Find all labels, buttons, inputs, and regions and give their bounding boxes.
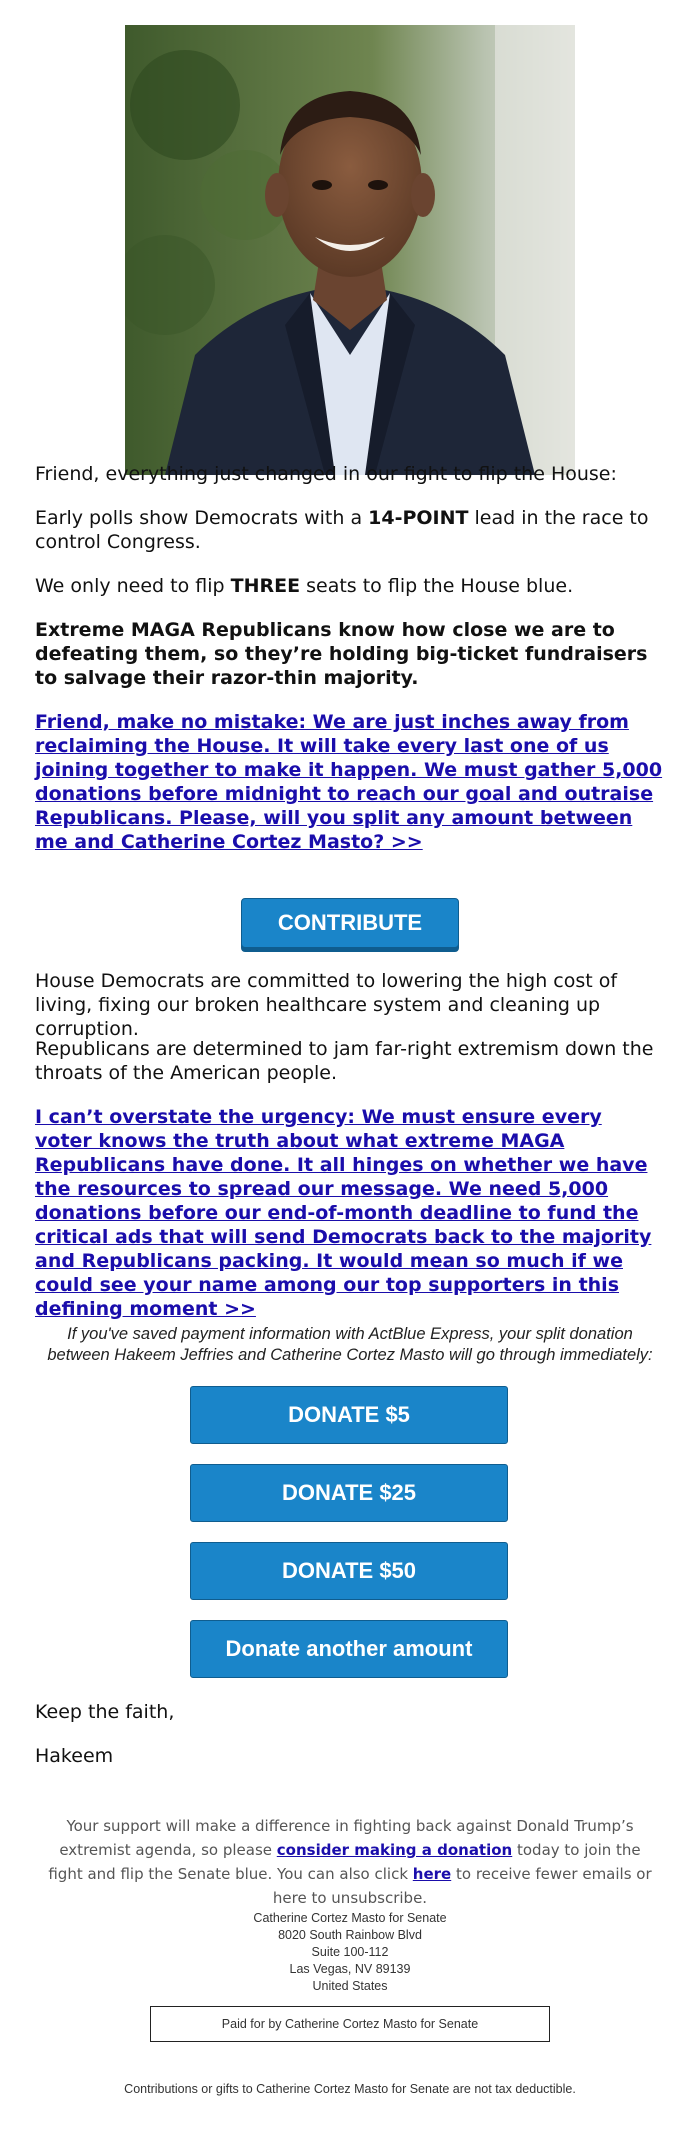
- donate-other-amount-button[interactable]: Donate another amount: [190, 1620, 508, 1678]
- determined-text: Republicans are determined to jam far-right extremism down the throats of the American people.: [35, 1038, 654, 1084]
- donation-appeal-link[interactable]: Friend, make no mistake: We are just inches away from reclaiming the House. It will take every last one of us joining together to make it happen. We must gather 5,000 donations before midnight to reach our goal and outraise Republicans. Please, will you split any amount between me and Catherine Cortez Masto? >>: [35, 711, 663, 853]
- portrait-photo: [125, 25, 575, 475]
- footer-text: Your support will make a difference in fighting back against Donald Trump’s extremist agenda, so please consider making a donation today to join the fight and flip the Senate blue. You can also click here to receive fewer emails or here to unsubscribe.: [48, 1817, 652, 1907]
- contribute-button[interactable]: CONTRIBUTE: [241, 898, 459, 948]
- donate-25-button[interactable]: DONATE $25: [190, 1464, 508, 1522]
- consider-donation-link[interactable]: consider making a donation: [276, 1841, 513, 1859]
- donate-50-button[interactable]: DONATE $50: [190, 1542, 508, 1600]
- mailing-address: Catherine Cortez Masto for Senate 8020 South Rainbow Blvd Suite 100-112 Las Vegas, NV 89139 United States: [253, 1911, 447, 1993]
- fewer-emails-link[interactable]: here: [412, 1865, 452, 1883]
- urgency-appeal-link[interactable]: I can’t overstate the urgency: We must ensure every voter knows the truth about what extreme MAGA Republicans have done. It all hinges on whether we have the resources to spread our message. We need 5,000 donations before our end-of-month deadline to fund the critical ads that will send Democrats back to the majority and Republicans packing. It would mean so much if we could see your name among our top supporters in this defining moment >>: [35, 1106, 652, 1320]
- tax-disclaimer: Contributions or gifts to Catherine Cortez Masto for Senate are not tax deductible.: [124, 2082, 576, 2096]
- signoff-text: Keep the faith,: [35, 1701, 175, 1723]
- seats-text: We only need to flip THREE seats to flip the House blue.: [35, 575, 574, 597]
- intro-text: Friend, everything just changed in our fight to flip the House:: [35, 463, 617, 485]
- polls-text: Early polls show Democrats with a 14-POINT lead in the race to control Congress.: [35, 507, 649, 553]
- extreme-maga-text: Extreme MAGA Republicans know how close we are to defeating them, so they’re holding big-ticket fundraisers to salvage their razor-thin majority.: [35, 619, 648, 689]
- paid-for-box: Paid for by Catherine Cortez Masto for Senate: [150, 2006, 550, 2042]
- donate-5-button[interactable]: DONATE $5: [190, 1386, 508, 1444]
- actblue-express-note: If you've saved payment information with ActBlue Express, your split donation between Hakeem Jeffries and Catherine Cortez Masto will go through immediately:: [47, 1325, 653, 1364]
- committed-text: House Democrats are committed to lowering the high cost of living, fixing our broken healthcare system and cleaning up corruption.: [35, 970, 618, 1040]
- signature-text: Hakeem: [35, 1745, 114, 1767]
